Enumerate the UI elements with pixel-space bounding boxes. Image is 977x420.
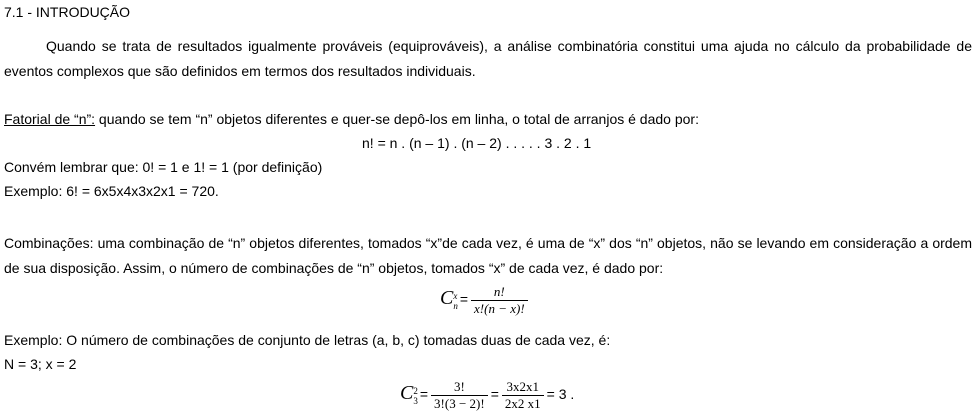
- example-f1-num: 3!: [453, 379, 465, 394]
- example-sup: 2: [413, 385, 418, 396]
- combinacoes-line-1: Combinações: uma combinação de “n” objetos diferentes, tomados “x”de cada vez, é uma de “x” dos “n” objetos, não se levando em consideração a ordem: [4, 235, 972, 251]
- example-eq1: =: [419, 386, 429, 403]
- example-f2-num: 3x2x1: [506, 379, 539, 394]
- example-f1-den: 3!(3 − 2)!: [431, 395, 488, 411]
- combinacoes-values: N = 3; x = 2: [4, 356, 77, 372]
- example-fraction-1: [431, 380, 488, 411]
- example-f2-den: 2x2 x1: [502, 395, 544, 411]
- example-fraction-2: [502, 380, 544, 411]
- combinacoes-example: Exemplo: O número de combinações de conjunto de letras (a, b, c) tomadas duas de cada vez, é:: [4, 332, 611, 348]
- combination-scripts: [453, 291, 458, 311]
- example-formula: [400, 380, 574, 411]
- example-scripts: [413, 386, 418, 406]
- fatorial-paragraph: [4, 109, 699, 129]
- fatorial-label: Fatorial de “n”:: [4, 111, 96, 127]
- fatorial-text: quando se tem “n” objetos diferentes e quer-se depô-los em linha, o total de arranjos é dado por:: [95, 111, 699, 127]
- combination-symbol: C: [440, 287, 454, 310]
- intro-line-2: eventos complexos que são definidos em termos dos resultados individuais.: [4, 63, 476, 79]
- intro-line-1: Quando se trata de resultados igualmente prováveis (equiprováveis), a análise combinatória constitui uma ajuda no cálculo da probabilidade de: [46, 38, 972, 54]
- fatorial-note: Convém lembrar que: 0! = 1 e 1! = 1 (por definição): [4, 159, 323, 175]
- fatorial-formula: n! = n . (n – 1) . (n – 2) . . . . . 3 . 2 . 1: [362, 135, 592, 151]
- combination-sub: n: [453, 300, 458, 311]
- combinacoes-line-2: de sua disposição. Assim, o número de combinações de “n” objetos, tomados “x” de cada vez, é dado por:: [4, 260, 664, 276]
- combination-equals: =: [459, 291, 469, 308]
- combination-formula: [440, 285, 531, 316]
- example-eq2: =: [490, 386, 499, 403]
- section-heading: 7.1 - INTRODUÇÃO: [4, 4, 131, 20]
- example-sub: 3: [413, 395, 418, 406]
- combination-denominator: x!(n − x)!: [471, 300, 528, 316]
- combination-numerator: n!: [493, 284, 505, 299]
- fatorial-example: Exemplo: 6! = 6x5x4x3x2x1 = 720.: [4, 183, 219, 199]
- combination-fraction: [471, 285, 528, 316]
- example-result: = 3 .: [546, 386, 575, 403]
- combination-sup: x: [453, 290, 458, 301]
- example-symbol: C: [400, 382, 414, 405]
